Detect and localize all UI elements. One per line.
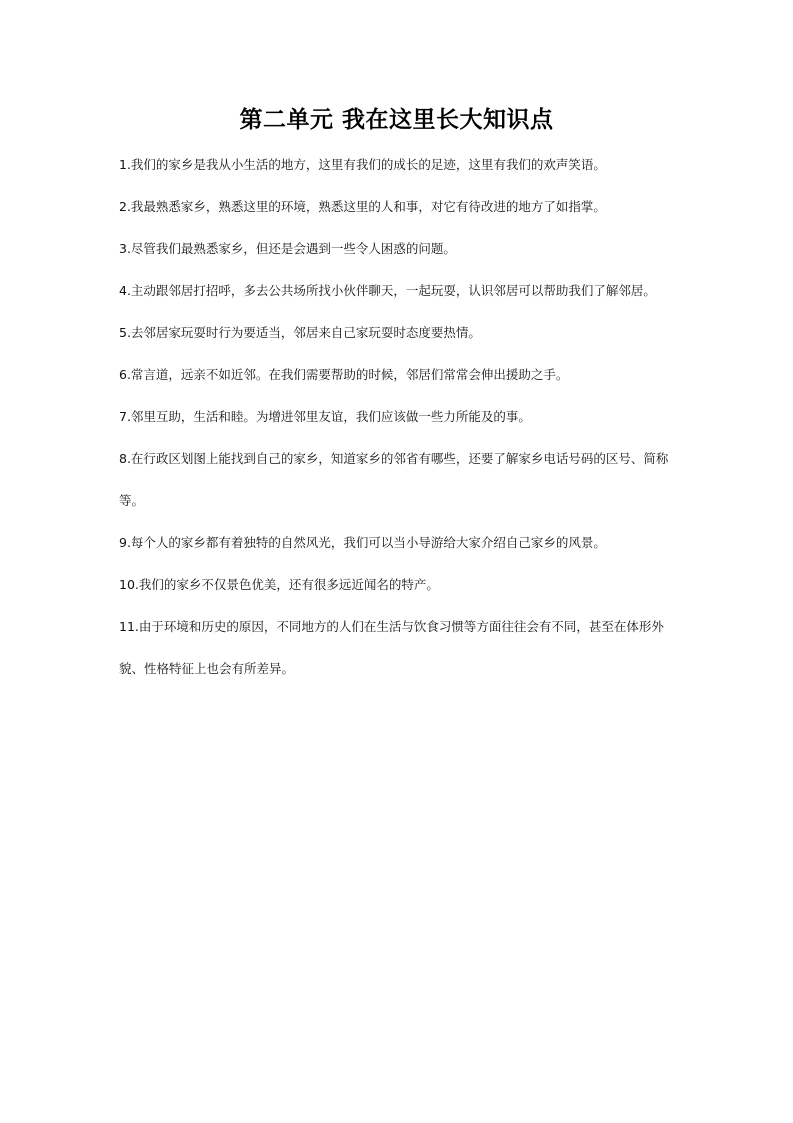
knowledge-point-1: 1.我们的家乡是我从小生活的地方，这里有我们的成长的足迹，这里有我们的欢声笑语。: [119, 157, 606, 172]
knowledge-points-list: [119, 144, 679, 690]
knowledge-point-3: 3.尽管我们最熟悉家乡，但还是会遇到一些令人困惑的问题。: [119, 241, 456, 256]
knowledge-point-8: 8.在行政区划图上能找到自己的家乡，知道家乡的邻省有哪些，还要了解家乡电话号码的区号、简称等。: [119, 451, 669, 508]
knowledge-point-5: 5.去邻居家玩耍时行为要适当，邻居来自己家玩耍时态度要热情。: [119, 325, 481, 340]
knowledge-point-10: 10.我们的家乡不仅景色优美，还有很多远近闻名的特产。: [119, 577, 439, 592]
knowledge-point-2: 2.我最熟悉家乡，熟悉这里的环境，熟悉这里的人和事，对它有待改进的地方了如指掌。: [119, 199, 606, 214]
knowledge-point-7: 7.邻里互助，生活和睦。为增进邻里友谊，我们应该做一些力所能及的事。: [119, 409, 531, 424]
page-title: 第二单元 我在这里长大知识点: [239, 107, 554, 133]
knowledge-point-11: 11.由于环境和历史的原因，不同地方的人们在生活与饮食习惯等方面往往会有不同，甚至在体形外貌、性格特征上也会有所差异。: [119, 619, 664, 676]
knowledge-point-4: 4.主动跟邻居打招呼，多去公共场所找小伙伴聊天，一起玩耍，认识邻居可以帮助我们了解邻居。: [119, 283, 656, 298]
knowledge-point-9: 9.每个人的家乡都有着独特的自然风光，我们可以当小导游给大家介绍自己家乡的风景。: [119, 535, 606, 550]
knowledge-point-6: 6.常言道，远亲不如近邻。在我们需要帮助的时候，邻居们常常会伸出援助之手。: [119, 367, 569, 382]
